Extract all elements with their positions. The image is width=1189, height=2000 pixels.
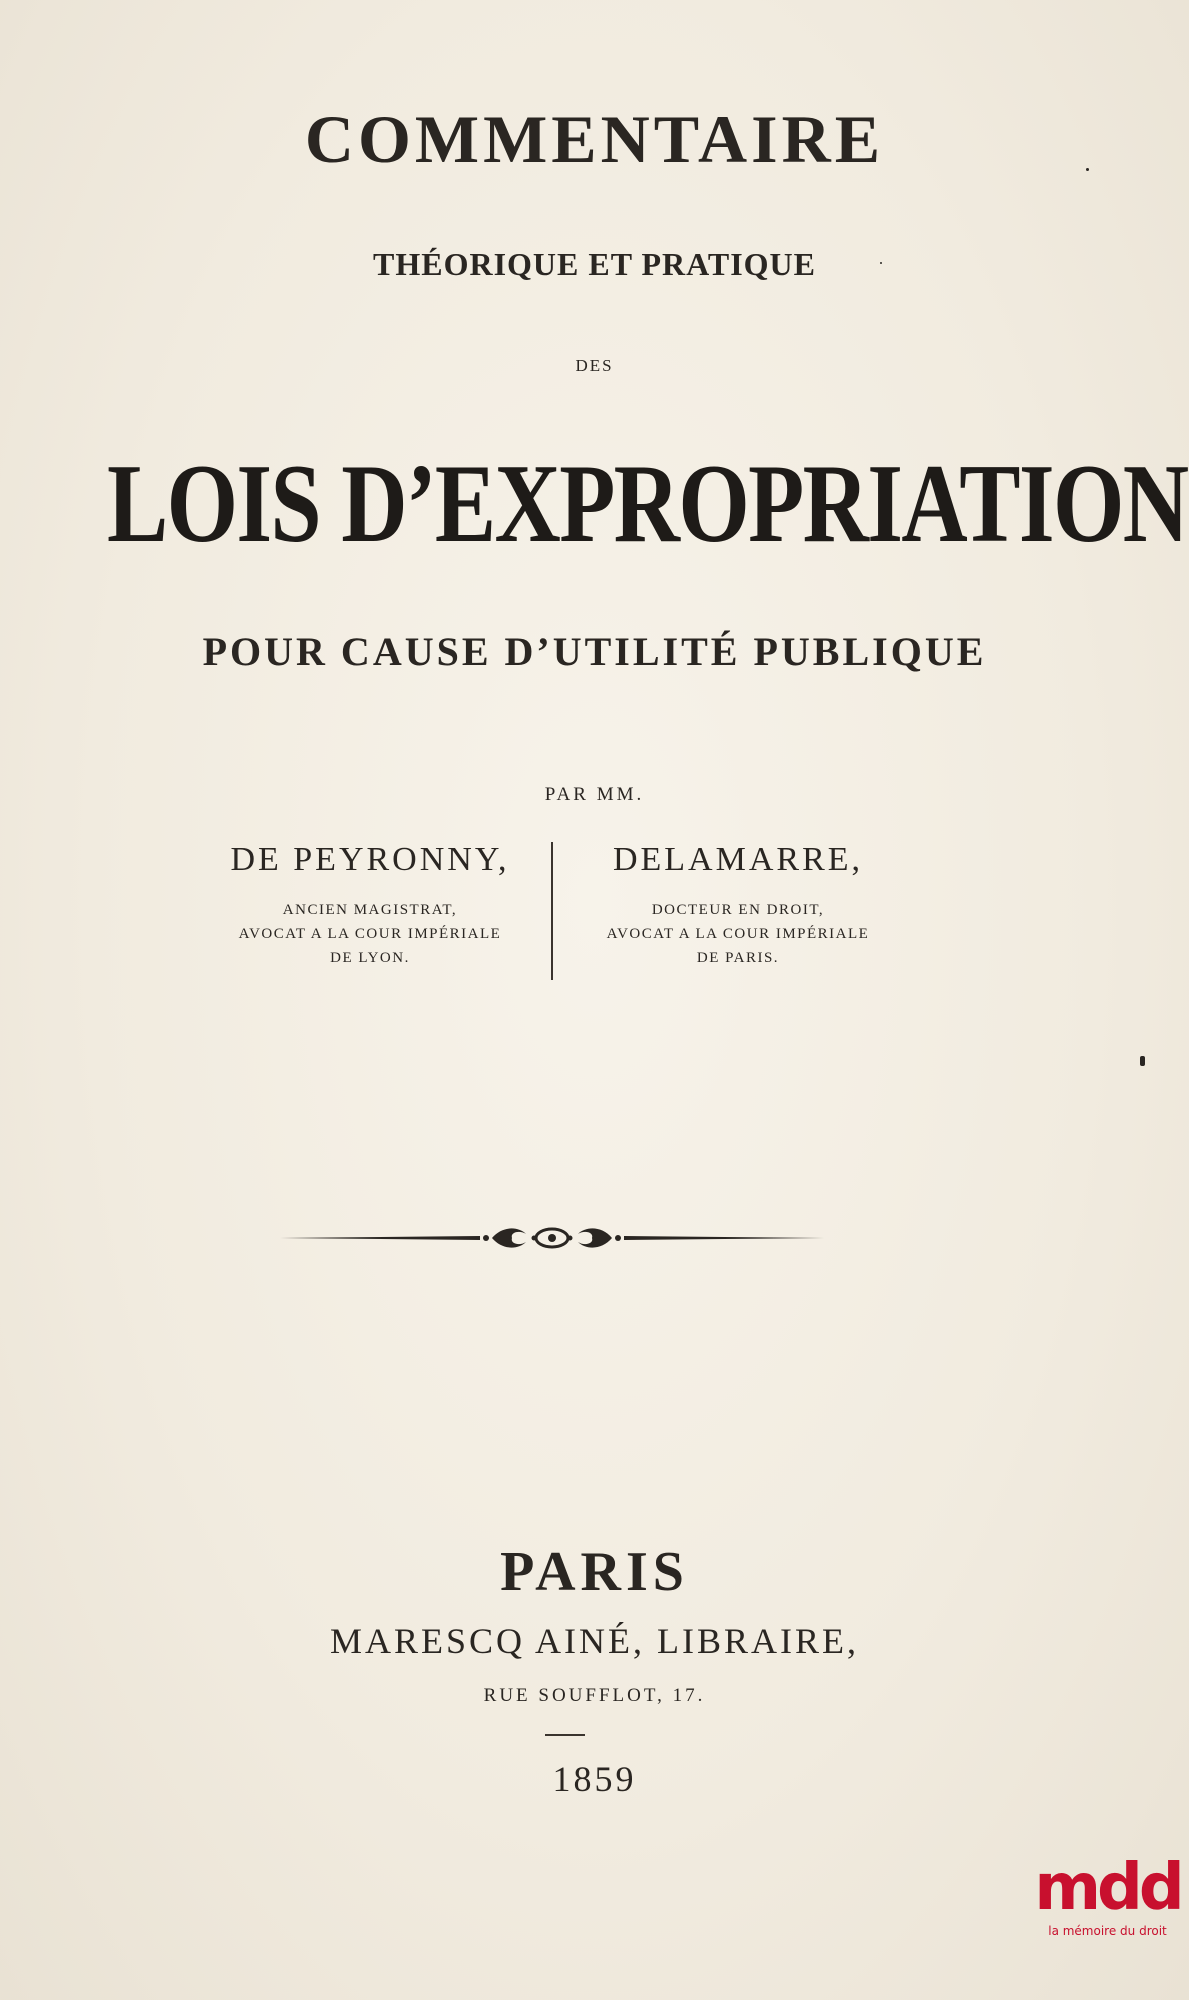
author-detail: ANCIEN MAGISTRAT, [282, 902, 458, 918]
author-name: DELAMARRE, [612, 841, 864, 878]
author-detail: AVOCAT A LA COUR IMPÉRIALE [606, 926, 870, 942]
author-divider [551, 842, 553, 980]
imprint-year: 1859 [552, 1759, 637, 1799]
by-line: PAR MM. [544, 784, 645, 805]
author-detail: DE LYON. [330, 950, 410, 966]
author-detail: DOCTEUR EN DROIT, [651, 902, 825, 918]
ornamental-rule-icon [280, 1220, 824, 1256]
subheading: THÉORIQUE ET PRATIQUE [372, 246, 816, 282]
imprint-address: RUE SOUFFLOT, 17. [483, 1685, 706, 1706]
author-peyronny [190, 840, 550, 970]
author-detail: AVOCAT A LA COUR IMPÉRIALE [238, 926, 502, 942]
mdd-logo [1030, 1851, 1185, 1938]
imprint-publisher: MARESCQ AINÉ, LIBRAIRE, [329, 1621, 860, 1661]
ink-speck [880, 262, 882, 264]
author-delamarre [558, 840, 918, 970]
author-detail: DE PARIS. [696, 950, 780, 966]
heading: COMMENTAIRE [304, 101, 885, 177]
short-rule [545, 1734, 585, 1736]
imprint-city: PARIS [500, 1541, 689, 1603]
ink-speck [1140, 1056, 1145, 1066]
author-name: DE PEYRONNY, [230, 841, 510, 878]
connector-word: DES [575, 356, 614, 375]
logo-mark: mdd [1034, 1851, 1181, 1925]
main-subtitle: POUR CAUSE D’UTILITÉ PUBLIQUE [202, 629, 987, 674]
main-title: LOIS D’EXPROPRIATION [107, 442, 1188, 566]
ink-speck [1086, 168, 1089, 171]
logo-tagline: la mémoire du droit [1048, 1924, 1167, 1938]
